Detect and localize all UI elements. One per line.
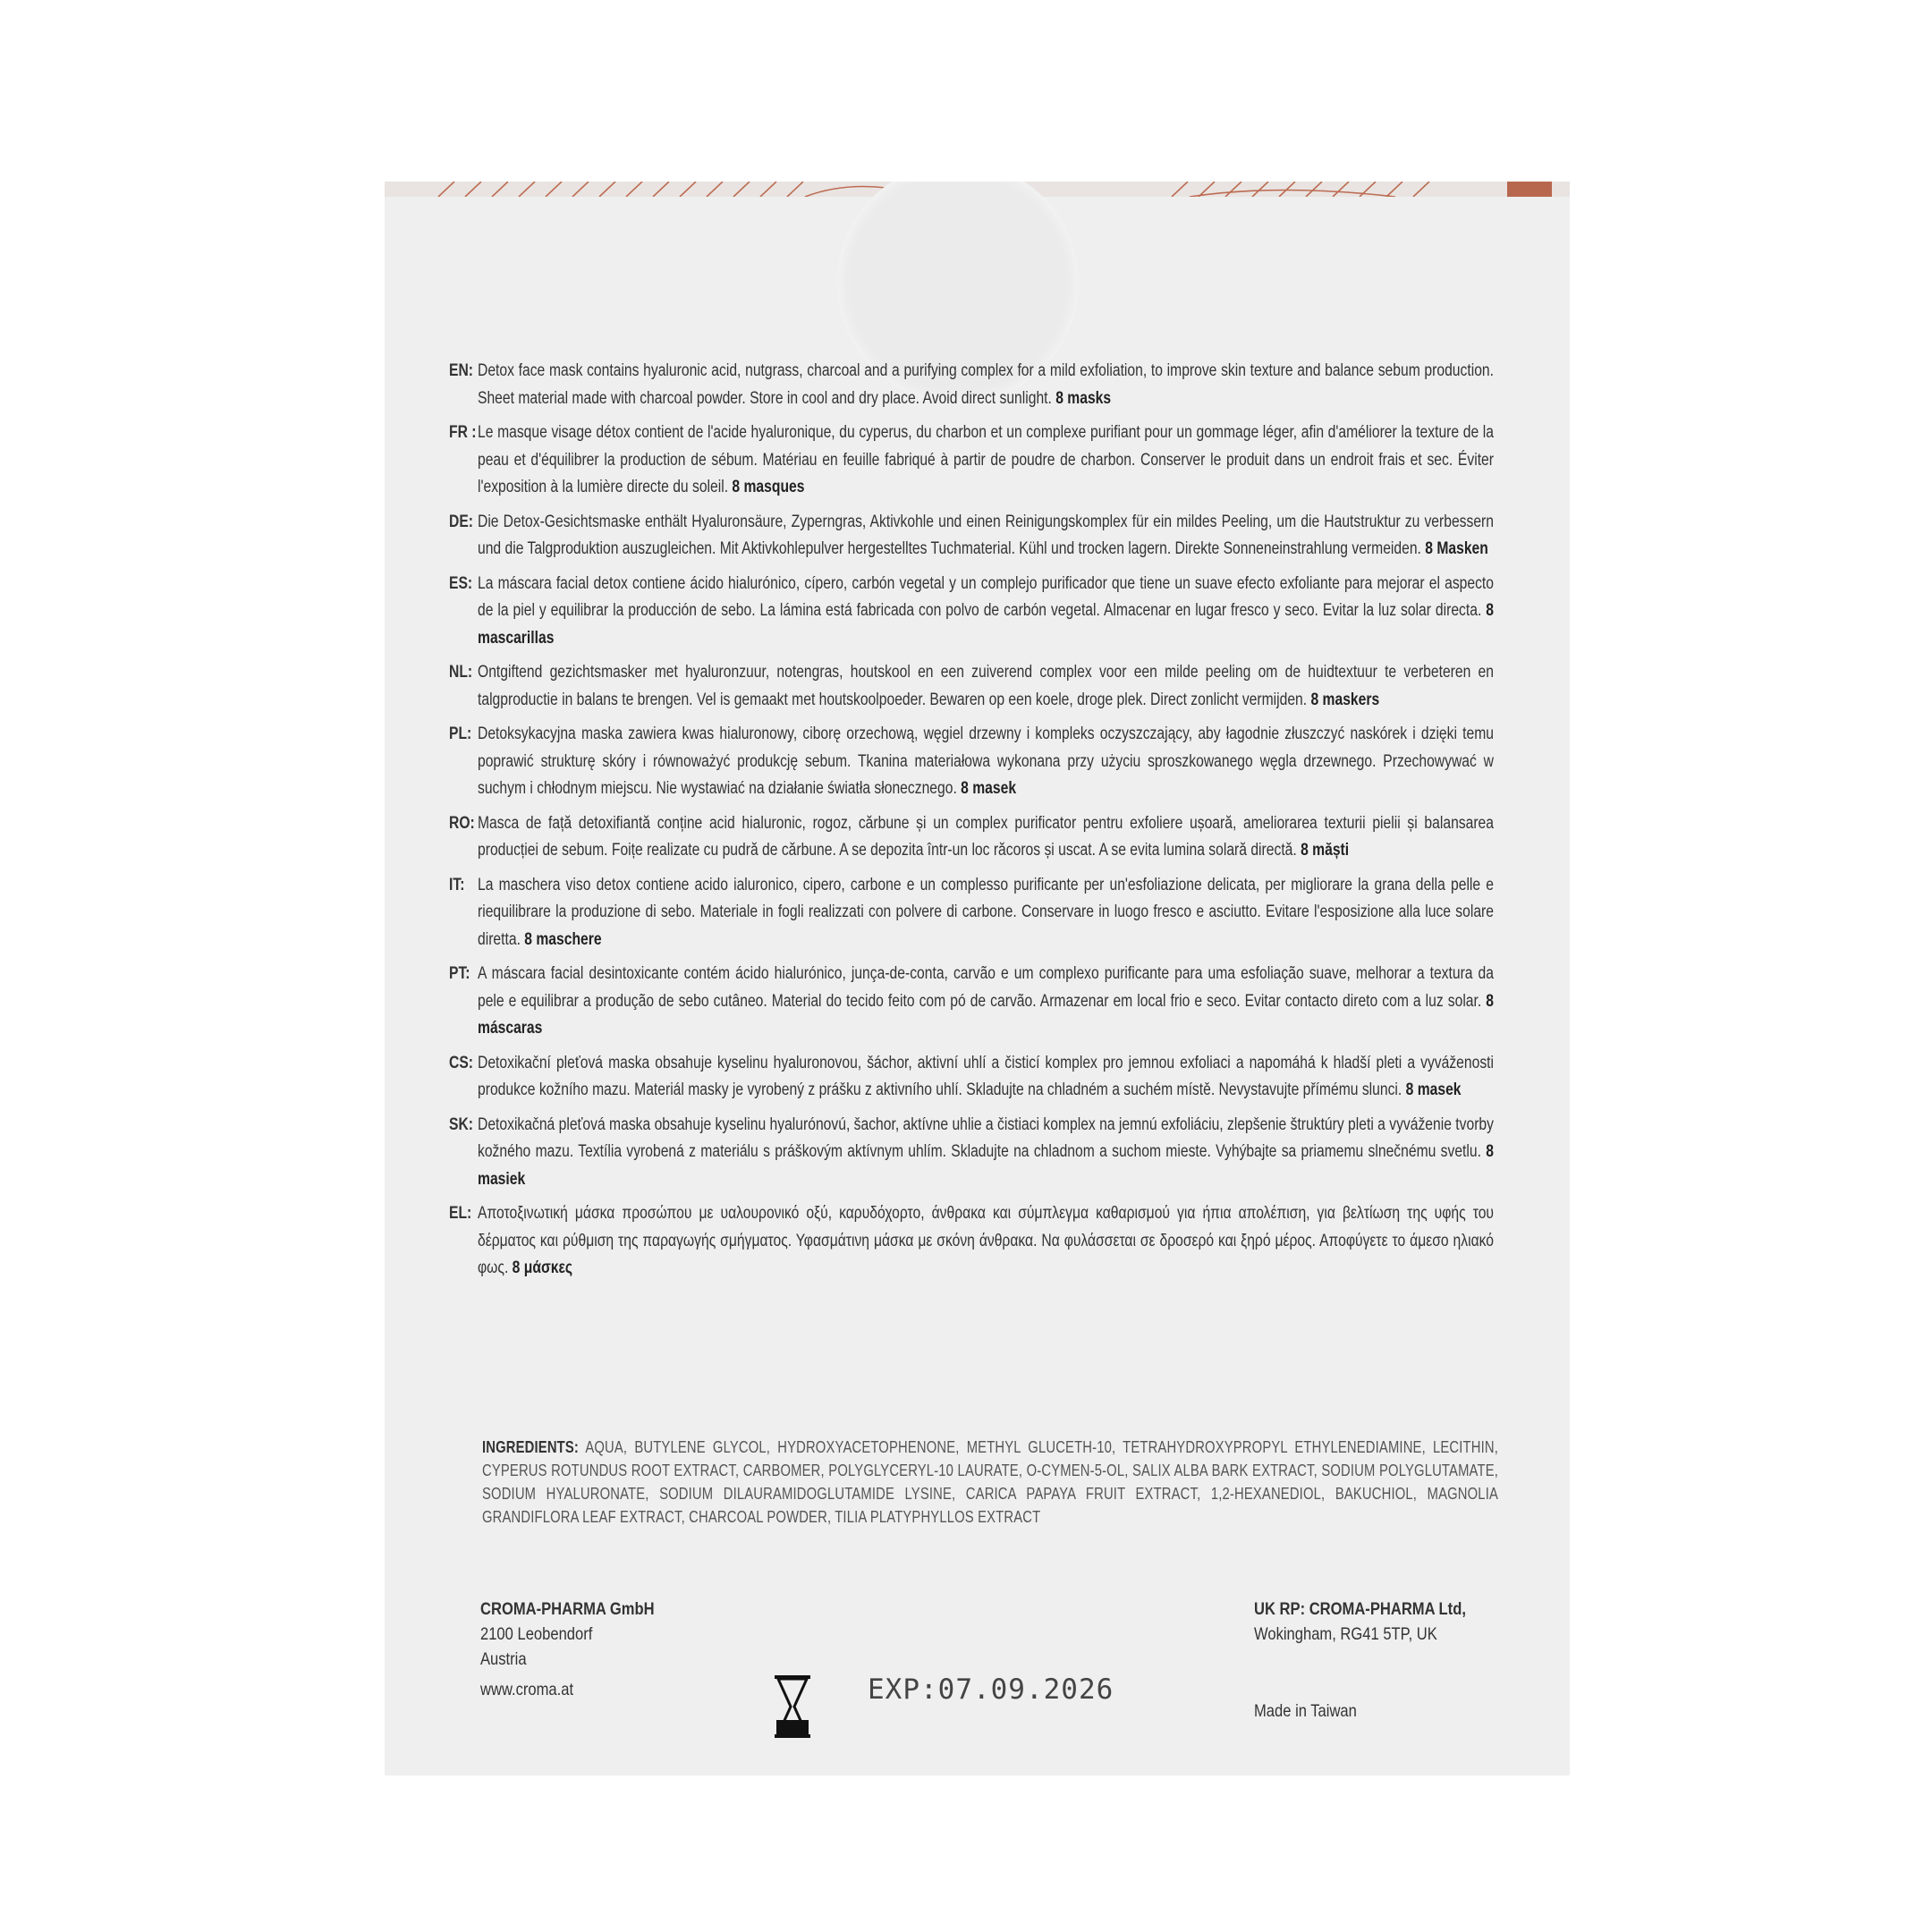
description-text: A máscara facial desintoxicante contém ácido hialurónico, junça-de-conta, carvão e um complexo purificante para uma esfoliação suave, melhorar a textura da pele e equilibrar a produção de sebo cutâneo. Material do tecido feito com pó de carvão. Armazenar em local frio e seco. Evitar contacto direto com a luz solar. (478, 963, 1494, 1011)
description-it (449, 871, 1522, 953)
description-fr (449, 419, 1522, 501)
description-text: Detoxikační pleťová maska obsahuje kyselinu hyaluronovou, šáchor, aktivní uhlí a čisticí komplex pro jemnou exfoliaci a napomáhá k hladší pleti a vyváženosti produkce kožního mazu. Materiál masky je vyrobený z prášku z aktivního uhlí. Skladujte na chladném a suchém místě. Nevystavujte přímému slunci. (478, 1052, 1494, 1099)
manufacturer-website: www.croma.at (480, 1680, 574, 1699)
description-en (449, 357, 1522, 411)
manufacturer-name: CROMA-PHARMA GmbH (480, 1599, 655, 1619)
description-text: La maschera viso detox contiene acido ialuronico, cipero, carbone e un complesso purificante per un'esfoliazione delicata, per migliorare la grana della pelle e riequilibrare la produzione di sebo. Materiale in fogli realizzati con polvere di carbone. Conservare in luogo fresco e asciutto. Evitare l'esposizione alla luce solare diretta. (478, 874, 1494, 949)
language-code: DE: (449, 511, 473, 531)
description-de (449, 508, 1522, 563)
mask-count: 8 masques (732, 477, 805, 496)
description-nl (449, 658, 1522, 713)
description-text: Detox face mask contains hyaluronic acid, nutgrass, charcoal and a purifying complex for a mild exfoliation, to improve skin texture and balance sebum production. Sheet material made with charcoal powder. Store in cool and dry place. Avoid direct sunlight. (478, 360, 1494, 408)
language-code: FR : (449, 422, 477, 442)
manufacturer-country: Austria (480, 1649, 527, 1669)
description-text: La máscara facial detox contiene ácido hialurónico, cípero, carbón vegetal y un complejo purificador que tiene un suave efecto exfoliante para mejorar el aspecto de la piel y equilibrar la producción de sebo. La lámina está fabricada con polvo de carbón vegetal. Almacenar en lugar fresco y seco. Evitar la luz solar directa. (478, 572, 1494, 620)
mask-count: 8 maschere (524, 928, 602, 949)
mask-count: 8 Masken (1425, 538, 1488, 558)
mask-count: 8 máscaras (478, 990, 1495, 1038)
ingredients-text: AQUA, BUTYLENE GLYCOL, HYDROXYACETOPHENONE, METHYL GLUCETH-10, TETRAHYDROXYPROPYL ETHYLENEDIAMINE, LECITHIN, CYPERUS ROTUNDUS ROOT EXTRACT, CARBOMER, POLYGLYCERYL-10 LAURATE, O-CYMEN-5-OL, SALIX ALBA BARK EXTRACT, SODIUM POLYGLUTAMATE, SODIUM HYALURONATE, SODIUM DILAURAMIDOGLUTAMIDE LYSINE, CARICA PAPAYA FRUIT EXTRACT, 1,2-HEXANEDIOL, BAKUCHIOL, MAGNOLIA GRANDIFLORA LEAF EXTRACT, CHARCOAL POWDER, TILIA PLATYPHYLLOS EXTRACT (482, 1437, 1498, 1526)
language-code: EN: (449, 360, 473, 380)
hourglass-icon (773, 1675, 812, 1742)
uk-rp-address: Wokingham, RG41 5TP, UK (1254, 1624, 1437, 1644)
uk-rp-name: UK RP: CROMA-PHARMA Ltd, (1254, 1599, 1466, 1619)
uk-representative (1254, 1597, 1466, 1724)
mask-count: 8 maskers (1310, 689, 1380, 709)
description-text: Masca de față detoxifiantă conține acid hialuronic, rogoz, cărbune și un complex purificator pentru exfoliere ușoară, ameliorarea texturii pielii și balansarea producției de sebum. Foițe realizate cu pudră de cărbune. A se depozita într-un loc răcoros și uscat. A se evita lumina solară directă. (478, 812, 1494, 860)
description-ro (449, 809, 1522, 864)
language-code: PL: (449, 724, 472, 743)
mask-count: 8 masiek (478, 1141, 1494, 1189)
language-code: NL: (449, 662, 473, 682)
language-code: ES: (449, 572, 473, 593)
description-cs (449, 1049, 1522, 1104)
language-code: SK: (449, 1114, 473, 1134)
mask-count: 8 masks (1055, 387, 1112, 408)
mask-count: 8 masek (1405, 1080, 1462, 1099)
description-text: Detoxikačná pleťová maska obsahuje kyselinu hyalurónovú, šachor, aktívne uhlie a čistiaci komplex na jemnú exfoliáciu, zlepšenie štruktúry pleti a vyváženie tvorby kožného mazu. Textília vyrobená z materiálu s práškovým aktívnym uhlím. Skladujte na chladnom a suchom mieste. Vyhýbajte sa priamemu slnečnému svetlu. (478, 1114, 1494, 1161)
language-code: RO: (449, 812, 475, 833)
country-of-origin: Made in Taiwan (1254, 1701, 1357, 1721)
language-code: PT: (449, 963, 470, 983)
description-text: Detoksykacyjna maska zawiera kwas hialuronowy, ciborę orzechową, węgiel drzewny i kompleks oczyszczający, aby łagodnie złuszczyć naskórek i dzięki temu poprawić strukturę skóry i równoważyć produkcję sebum. Tkanina materiałowa wykonana przy użyciu sproszkowanego węgla drzewnego. Przechowywać w suchym i chłodnym miejscu. Nie wystawiać na działanie światła słonecznego. (478, 724, 1494, 798)
mask-count: 8 masek (961, 778, 1017, 798)
description-el (449, 1199, 1522, 1282)
language-code: CS: (449, 1052, 473, 1072)
package-back (385, 182, 1570, 1775)
ingredients-list (482, 1436, 1498, 1529)
manufacturer-city: 2100 Leobendorf (480, 1624, 593, 1644)
mask-count: 8 mascarillas (478, 600, 1494, 648)
mask-count: 8 μάσκες (512, 1258, 573, 1277)
language-descriptions (449, 357, 1522, 1289)
description-text: Αποτοξινωτική μάσκα προσώπου με υαλουρονικό οξύ, καρυδόχορτο, άνθρακα και σύμπλεγμα καθαρισμού για ήπια απολέπιση, για βελτίωση της υφής του δέρματος και ρύθμιση της παραγωγής σμήγματος. Υφασμάτινη μάσκα με σκόνη άνθρακα. Να φυλάσσεται σε δροσερό και ξηρό μέρος. Αποφύγετε το άμεσο ηλιακό φως. (478, 1203, 1494, 1277)
description-es (449, 570, 1522, 652)
description-pt (449, 960, 1522, 1042)
language-code: IT: (449, 874, 465, 894)
ingredients-label: INGREDIENTS: (482, 1437, 579, 1456)
description-text: Die Detox-Gesichtsmaske enthält Hyaluronsäure, Zyperngras, Aktivkohle und einen Reinigungskomplex für ein mildes Peeling, um die Hautstruktur zu verbessern und die Talgproduktion auszugleichen. Mit Aktivkohlepulver hergestelltes Tuchmaterial. Kühl und trocken lagern. Direkte Sonneneinstrahlung vermeiden. (478, 511, 1494, 558)
manufacturer-address (480, 1597, 655, 1702)
mask-count: 8 măști (1301, 840, 1350, 860)
expiry-date: EXP:07.09.2026 (868, 1674, 1114, 1706)
description-sk (449, 1111, 1522, 1193)
description-pl (449, 720, 1522, 802)
description-text: Ontgiftend gezichtsmasker met hyaluronzuur, notengras, houtskool en een zuiverend complex voor een milde peeling om de huidtextuur te verbeteren en talgproductie in balans te brengen. Vel is gemaakt met houtskoolpoeder. Bewaren op een koele, droge plek. Direct zonlicht vermijden. (478, 662, 1494, 709)
description-text: Le masque visage détox contient de l'acide hyaluronique, du cyperus, du charbon et un complexe purifiant pour un gommage léger, afin d'améliorer la texture de la peau et d'équilibrer la production de sébum. Matériau en feuille fabriqué à partir de poudre de charbon. Conserver le produit dans un endroit frais et sec. Éviter l'exposition à la lumière directe du soleil. (478, 422, 1494, 496)
language-code: EL: (449, 1203, 472, 1223)
